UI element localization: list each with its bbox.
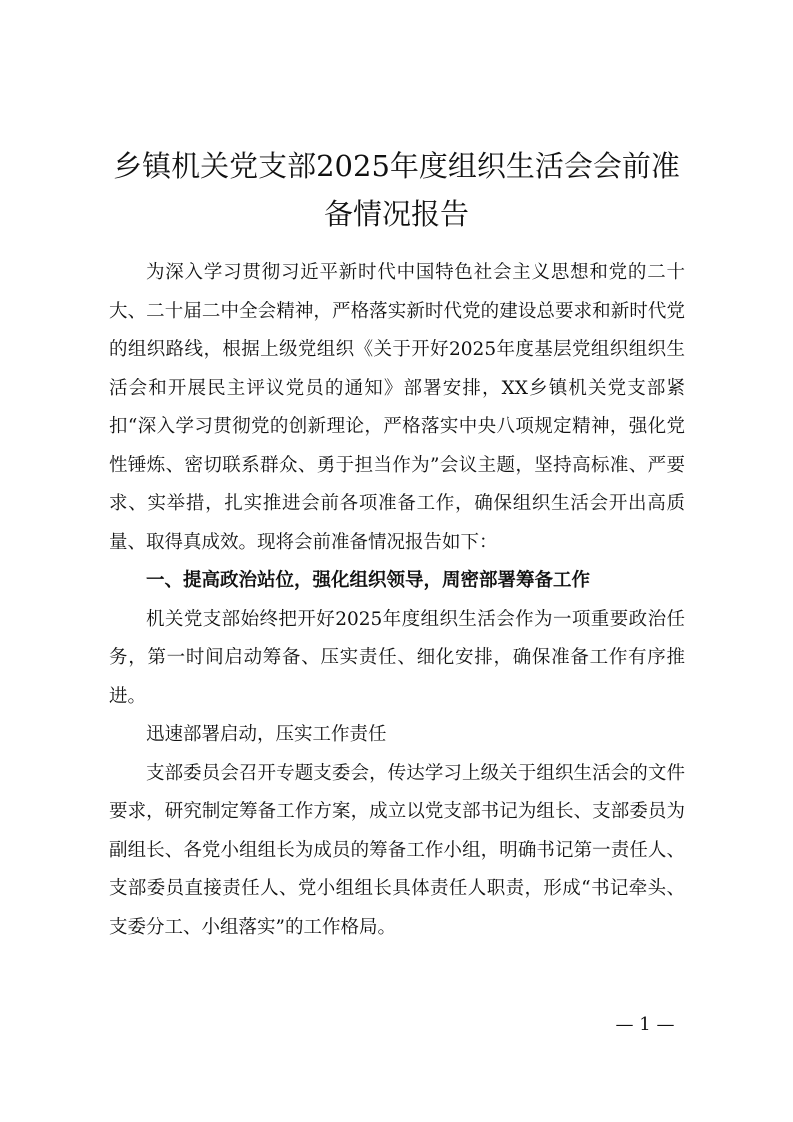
- document-title: [100, 142, 693, 238]
- subsection-heading: 迅速部署启动，压实工作责任: [146, 724, 387, 745]
- section-heading-1: 一、提高政治站位，强化组织领导，周密部署筹备工作: [146, 570, 591, 591]
- section-paragraph: 机关党支部始终把开好2025年度组织生活会作为一项重要政治任务，第一时间启动筹备、压实责任、细化安排，确保准备工作有序推进。: [109, 608, 685, 707]
- page-number: — 1 —: [615, 1014, 675, 1035]
- title-line-2: 备情况报告: [323, 197, 469, 231]
- title-line-1: 乡镇机关党支部2025年度组织生活会会前准: [113, 149, 680, 183]
- intro-paragraph: 为深入学习贯彻习近平新时代中国特色社会主义思想和党的二十大、二十届二中全会精神，严格落实新时代党的建设总要求和新时代党的组织路线，根据上级党组织《关于开好2025年度基层党组织组织生活会和开展民主评议党员的通知》部署安排，XX乡镇机关党支部紧扣“深入学习贯彻党的创新理论，严格落实中央八项规定精神，强化党性锤炼、密切联系群众、勇于担当作为”会议主题，坚持高标准、严要求、实举措，扎实推进会前各项准备工作，确保组织生活会开出高质量、取得真成效。现将会前准备情况报告如下：: [109, 262, 685, 553]
- document-body: [109, 254, 685, 947]
- subsection-paragraph: 支部委员会召开专题支委会，传达学习上级关于组织生活会的文件要求，研究制定筹备工作方案，成立以党支部书记为组长、支部委员为副组长、各党小组组长为成员的筹备工作小组，明确书记第一责任人、支部委员直接责任人、党小组组长具体责任人职责，形成“书记牵头、支委分工、小组落实”的工作格局。: [109, 762, 685, 938]
